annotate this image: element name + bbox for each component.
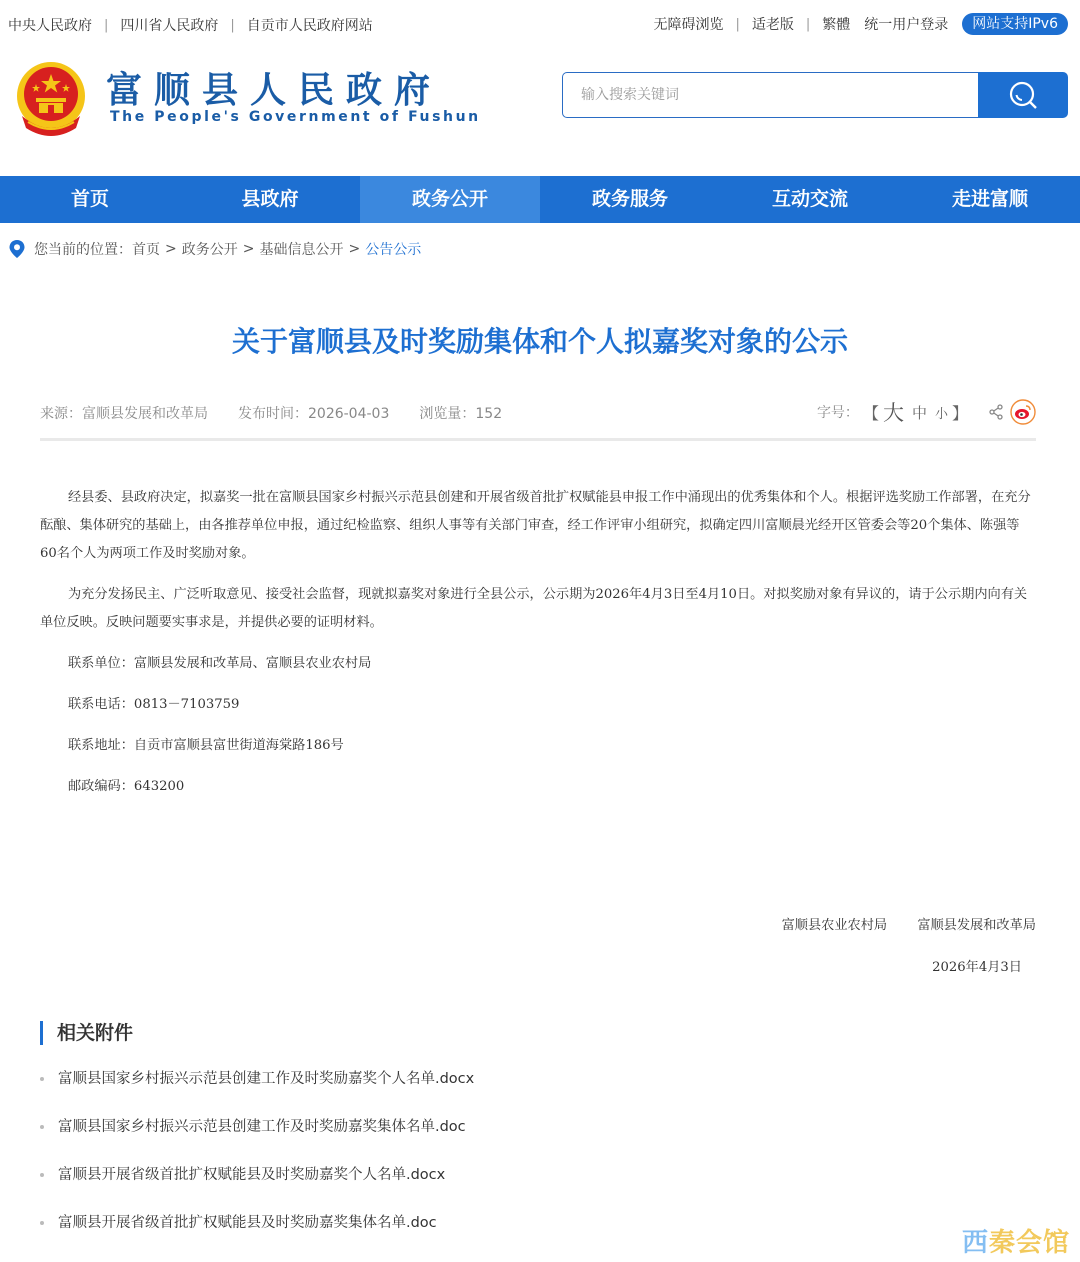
divider: |	[735, 16, 740, 32]
national-emblem-icon	[14, 60, 88, 138]
location-pin-icon	[8, 239, 26, 259]
attachments-heading: 相关附件	[40, 1021, 133, 1045]
attachment-link-1[interactable]: 富顺县国家乡村振兴示范县创建工作及时奖励嘉奖个人名单.docx	[58, 1071, 475, 1087]
article-title: 关于富顺县及时奖励集体和个人拟嘉奖对象的公示	[231, 325, 848, 358]
bracket-close: 】	[951, 403, 968, 423]
breadcrumb	[8, 239, 421, 259]
attachment-link-3[interactable]: 富顺县开展省级首批扩权赋能县及时奖励嘉奖个人名单.docx	[58, 1167, 446, 1183]
weibo-icon[interactable]	[1010, 399, 1036, 425]
external-links	[8, 15, 373, 35]
nav-county-government[interactable]: 县政府	[241, 188, 299, 210]
contact-unit: 联系单位：富顺县发展和改革局、富顺县农业农村局	[68, 656, 372, 671]
site-subtitle: The People's Government of Fushun	[110, 109, 481, 125]
font-size-medium-button[interactable]: 中	[911, 403, 927, 422]
breadcrumb-government-affairs[interactable]: 政务公开	[181, 242, 238, 258]
contact-phone: 联系电话：0813－7103759	[68, 697, 240, 712]
bullet-icon	[40, 1077, 44, 1081]
article-tools	[817, 397, 1036, 427]
divider: |	[104, 17, 109, 33]
elderly-mode-link[interactable]: 适老版	[751, 17, 794, 33]
article-body	[40, 484, 1036, 814]
nav-government-services[interactable]: 政务服务	[591, 188, 668, 210]
breadcrumb-separator: >	[165, 241, 177, 257]
divider: |	[805, 16, 811, 32]
signer-development-bureau: 富顺县发展和改革局	[917, 918, 1036, 933]
search-input[interactable]	[562, 72, 980, 118]
bullet-icon	[40, 1173, 44, 1177]
top-bar	[0, 0, 1080, 48]
main-nav	[0, 176, 1080, 223]
signer-agriculture-bureau: 富顺县农业农村局	[781, 918, 888, 933]
paragraph-decision: 经县委、县政府决定，拟嘉奖一批在富顺县国家乡村振兴示范县创建和开展省级首批扩权赋能县申报工作中涌现出的优秀集体和个人。根据评选奖励工作部署，在充分酝酿、集体研究的基础上，由各推荐单位申报，通过纪检监察、组织人事等有关部门审查，经工作评审小组研究，拟确定四川富顺晨光经开区管委会等20个集体、陈强等60名个人为两项工作及时奖励对象。	[40, 490, 1031, 561]
site-title: 富顺县人民政府	[106, 69, 443, 111]
nav-about-fushun[interactable]: 走进富顺	[951, 188, 1028, 210]
breadcrumb-prefix: 您当前的位置：	[34, 242, 132, 258]
watermark-part2: 秦会馆	[988, 1228, 1070, 1258]
nav-home[interactable]: 首页	[70, 188, 109, 210]
attachment-link-4[interactable]: 富顺县开展省级首批扩权赋能县及时奖励嘉奖集体名单.doc	[58, 1215, 437, 1231]
bullet-icon	[40, 1125, 44, 1129]
nav-interaction[interactable]: 互动交流	[771, 188, 848, 210]
share-icon[interactable]	[988, 404, 1004, 420]
traditional-chinese-link[interactable]: 繁體	[822, 17, 851, 33]
nav-government-affairs-disclosure[interactable]: 政务公开	[360, 176, 540, 223]
article-publish-time: 发布时间：2026-04-03	[238, 406, 390, 422]
watermark-part1: 西	[961, 1228, 989, 1258]
attachment-item	[40, 1210, 940, 1258]
ipv6-badge: 网站支持IPv6	[962, 13, 1068, 35]
meta-info	[40, 403, 532, 423]
bullet-icon	[40, 1221, 44, 1225]
attachments-list	[40, 1066, 940, 1258]
link-sichuan-government[interactable]: 四川省人民政府	[120, 18, 219, 34]
site-header	[0, 48, 1080, 176]
user-login-link[interactable]: 统一用户登录	[864, 17, 949, 33]
link-zigong-government[interactable]: 自贡市人民政府网站	[246, 18, 373, 34]
article-views: 浏览量：152	[419, 406, 503, 422]
divider: |	[230, 17, 235, 33]
article-meta	[40, 403, 1036, 441]
breadcrumb-separator: >	[348, 241, 361, 257]
article-source: 来源：富顺县发展和改革局	[40, 406, 208, 422]
attachment-item	[40, 1162, 940, 1210]
contact-address: 联系地址：自贡市富顺县富世街道海棠路186号	[68, 738, 344, 753]
breadcrumb-separator: >	[242, 241, 255, 257]
signature-date: 2026年4月3日	[932, 960, 1022, 975]
breadcrumb-basic-info[interactable]: 基础信息公开	[259, 242, 344, 258]
attachment-link-2[interactable]: 富顺县国家乡村振兴示范县创建工作及时奖励嘉奖集体名单.doc	[58, 1119, 466, 1135]
breadcrumb-home[interactable]: 首页	[132, 242, 160, 258]
postal-code: 邮政编码：643200	[68, 779, 185, 794]
watermark-logo	[962, 1222, 1070, 1259]
font-size-small-button[interactable]: 小	[934, 406, 948, 422]
search-icon	[1008, 80, 1038, 110]
breadcrumb-announcements[interactable]: 公告公示	[365, 242, 422, 258]
bracket-open: 【	[862, 403, 879, 423]
signature-units	[756, 914, 1036, 933]
utility-links	[653, 13, 1068, 35]
link-central-government[interactable]: 中央人民政府	[8, 18, 92, 34]
paragraph-publicity: 为充分发扬民主、广泛听取意见、接受社会监督，现就拟嘉奖对象进行全县公示，公示期为2026年4月3日至4月10日。对拟奖励对象有异议的，请于公示期内向有关单位反映。反映问题要实事求是，并提供必要的证明材料。	[40, 587, 1028, 630]
font-size-label: 字号：	[816, 405, 859, 421]
attachment-item	[40, 1114, 940, 1162]
attachment-item	[40, 1066, 940, 1114]
search-button[interactable]	[978, 72, 1068, 118]
font-size-large-button[interactable]: 大	[882, 401, 904, 425]
accessibility-link[interactable]: 无障碍浏览	[653, 17, 724, 33]
